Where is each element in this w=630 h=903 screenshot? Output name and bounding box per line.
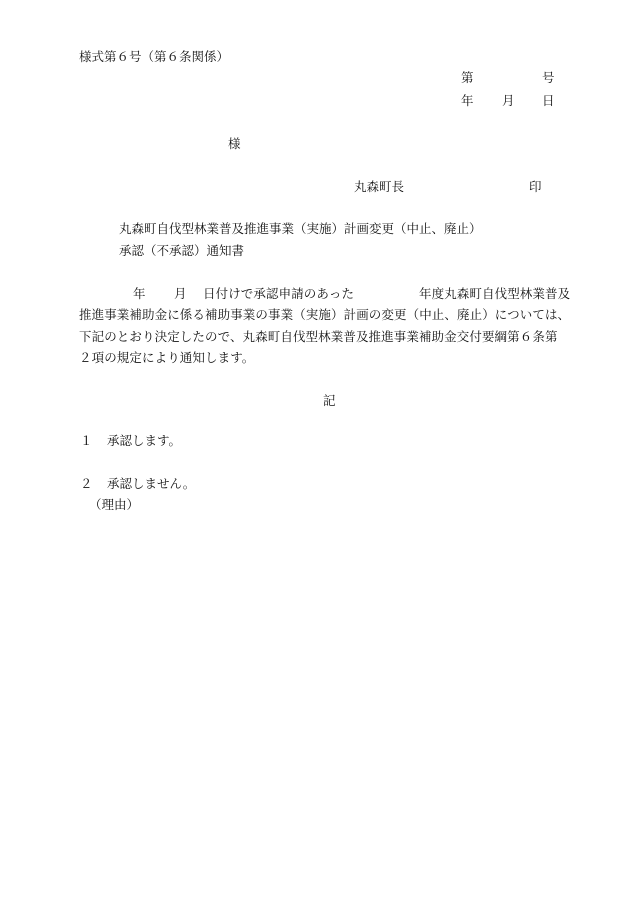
- date-year: 年: [461, 93, 474, 108]
- notice-title-line1: 丸森町自伐型林業普及推進事業（実施）計画変更（中止、廃止）: [119, 221, 482, 236]
- ki-heading: 記: [323, 393, 336, 408]
- body-year: 年: [133, 286, 146, 301]
- body-line2: 推進事業補助金に係る補助事業の事業（実施）計画の変更（中止、廃止）については、: [79, 307, 571, 322]
- body-line1-tail: 年度丸森町自伐型林業普及: [419, 286, 571, 301]
- body-month: 月: [174, 286, 187, 301]
- item-number: １: [80, 433, 93, 448]
- item-text: 承認しません。: [107, 476, 196, 491]
- date-month: 月: [502, 93, 515, 108]
- body-line3: 下記のとおり決定したので、丸森町自伐型林業普及推進事業補助金交付要綱第６条第: [79, 329, 558, 344]
- reason-label: （理由）: [89, 497, 140, 512]
- doc-number-suffix: 号: [542, 70, 555, 85]
- form-number: 様式第６号（第６条関係）: [79, 49, 230, 64]
- item-number: ２: [80, 476, 93, 491]
- item-text: 承認します。: [107, 433, 182, 448]
- notice-title-line2: 承認（不承認）通知書: [119, 243, 245, 258]
- addressee-honorific: 様: [228, 136, 241, 151]
- body-line4: ２項の規定により通知します。: [79, 350, 255, 365]
- sender-title: 丸森町長: [354, 179, 405, 194]
- date-day: 日: [542, 93, 555, 108]
- body-line1-text: 日付けで承認申請のあった: [203, 286, 355, 301]
- seal-mark: 印: [529, 179, 542, 194]
- doc-number-prefix: 第: [461, 70, 474, 85]
